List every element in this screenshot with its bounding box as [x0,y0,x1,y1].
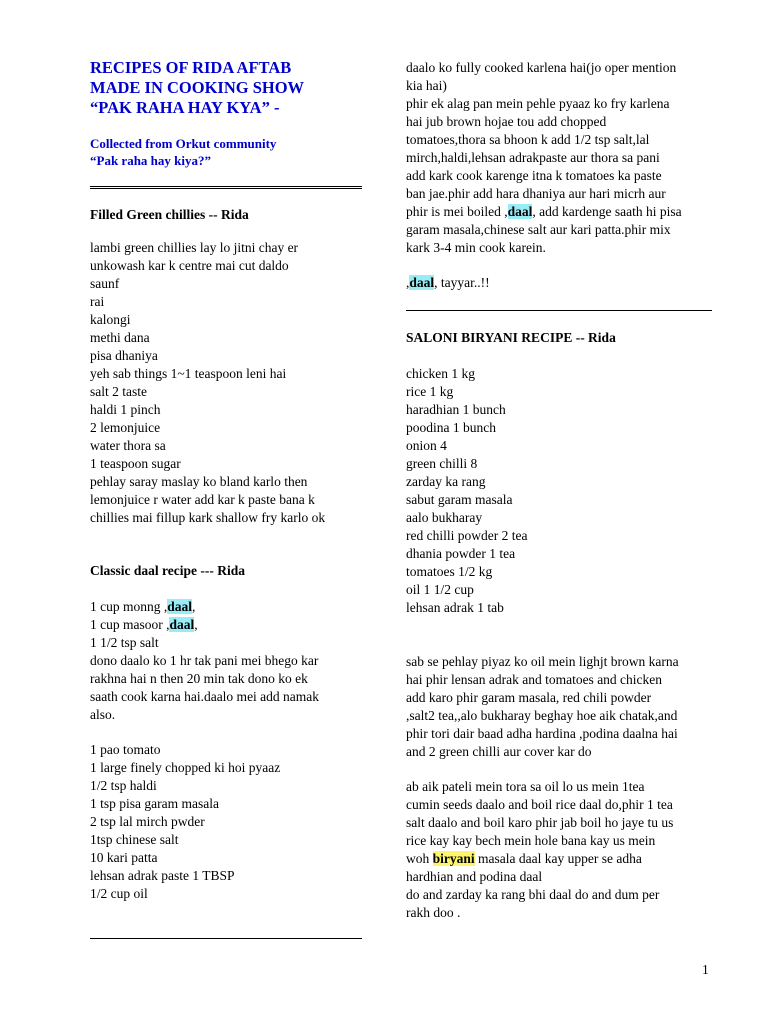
daal-line: 1/2 cup oil [90,886,148,901]
biryani-ingredient: haradhian 1 bunch [406,402,506,417]
filled-chillies-line: chillies mai fillup kark shallow fry karlo ok [90,510,326,525]
biryani-ingredient: tomatoes 1/2 kg [406,564,493,579]
biryani-ingredient: oil 1 1/2 cup [406,582,474,597]
filled-chillies-line: lemonjuice r water add kar k paste bana k [90,492,315,507]
biryani-ingredient: red chilli powder 2 tea [406,528,528,543]
daal-ingredient-line: 1 cup masoor ,daal, [90,617,198,632]
daal-cont-line: phir ek alag pan mein pehle pyaaz ko fry karlena [406,96,670,111]
right-section-divider [406,310,712,311]
daal-highlight: daal [409,275,435,290]
daal-cont-line: daalo ko fully cooked karlena hai(jo oper mention [406,60,677,75]
biryani-ingredient: poodina 1 bunch [406,420,496,435]
daal-cont-line: kia hai) [406,78,447,93]
biryani-step-line: do and zarday ka rang bhi daal do and dum per [406,887,660,902]
filled-chillies-line: 2 lemonjuice [90,420,161,435]
daal-boiled-line: phir is mei boiled ,daal, add kardenge saath hi pisa [406,204,682,219]
filled-chillies-line: water thora sa [90,438,166,453]
daal-line: saath cook karna hai.daalo mei add namak [90,689,320,704]
daal-line: 1 large finely chopped ki hoi pyaaz [90,760,281,775]
daal-cont-line: garam masala,chinese salt aur kari patta.phir mix [406,222,671,237]
daal-cont-line: tomatoes,thora sa bhoon k add 1/2 tsp salt,lal [406,132,650,147]
daal-cont-line: ban jae.phir add hara dhaniya aur hari micrh aur [406,186,666,201]
biryani-ingredient: lehsan adrak 1 tab [406,600,504,615]
biryani-step-line: ,salt2 tea,,alo bukharay beghay hoe aik chatak,and [406,708,678,723]
biryani-heading: SALONI BIRYANI RECIPE -- Rida [406,330,616,345]
filled-chillies-line: lambi green chillies lay lo jitni chay er [90,240,299,255]
biryani-highlight-line: woh biryani masala daal kay upper se adha [406,851,642,866]
daal-ingredient-line: 1 cup monng ,daal, [90,599,196,614]
filled-chillies-line: pehlay saray maslay ko bland karlo then [90,474,308,489]
biryani-ingredient: onion 4 [406,438,447,453]
biryani-step-line: rakh doo . [406,905,461,920]
daal-line: 1tsp chinese salt [90,832,179,847]
biryani-step-line: cumin seeds daalo and boil rice daal do,phir 1 tea [406,797,673,812]
filled-chillies-line: salt 2 taste [90,384,147,399]
filled-chillies-line: haldi 1 pinch [90,402,161,417]
biryani-ingredient: dhania powder 1 tea [406,546,516,561]
filled-chillies-line: kalongi [90,312,131,327]
biryani-step-line: add karo phir garam masala, red chili powder [406,690,652,705]
biryani-step-line: hai phir lensan adrak and tomatoes and chicken [406,672,663,687]
doc-title-line-3: “PAK RAHA HAY KYA” - [90,98,280,117]
header-divider [90,186,362,189]
daal-cont-line: kark 3-4 min cook karein. [406,240,546,255]
daal-cont-line: add kark cook karenge itna k tomatoes ka paste [406,168,662,183]
classic-daal-heading: Classic daal recipe --- Rida [90,563,245,578]
biryani-ingredient: sabut garam masala [406,492,513,507]
filled-chillies-line: rai [90,294,105,309]
filled-chillies-line: methi dana [90,330,150,345]
daal-final-line: ,daal, tayyar..!! [406,275,490,290]
daal-line: 10 kari patta [90,850,158,865]
daal-line: 2 tsp lal mirch pwder [90,814,205,829]
biryani-ingredient: green chilli 8 [406,456,478,471]
daal-line: dono daalo ko 1 hr tak pani mei bhego kar [90,653,319,668]
daal-cont-line: hai jub brown hojae tou add chopped [406,114,607,129]
doc-subtitle-line-1: Collected from Orkut community [90,136,277,151]
biryani-ingredient: zarday ka rang [406,474,486,489]
filled-chillies-line: 1 teaspoon sugar [90,456,181,471]
filled-chillies-line: pisa dhaniya [90,348,158,363]
filled-chillies-line: saunf [90,276,120,291]
biryani-step-line: ab aik pateli mein tora sa oil lo us mein 1tea [406,779,645,794]
daal-line: lehsan adrak paste 1 TBSP [90,868,235,883]
filled-chillies-heading: Filled Green chillies -- Rida [90,207,249,222]
daal-line: 1 tsp pisa garam masala [90,796,219,811]
doc-title-line-2: MADE IN COOKING SHOW [90,78,305,97]
daal-highlight: daal [169,617,195,632]
doc-subtitle-line-2: “Pak raha hay kiya?” [90,153,211,168]
biryani-step-line: rice kay kay bech mein hole bana kay us mein [406,833,656,848]
biryani-step-line: sab se pehlay piyaz ko oil mein lighjt brown karna [406,654,679,669]
left-footer-divider [90,938,362,939]
filled-chillies-line: unkowash kar k centre mai cut daldo [90,258,289,273]
daal-highlight: daal [167,599,193,614]
daal-line: 1/2 tsp haldi [90,778,157,793]
daal-cont-line: mirch,haldi,lehsan adrakpaste aur thora sa pani [406,150,660,165]
daal-line: 1 1/2 tsp salt [90,635,159,650]
biryani-step-line: salt daalo and boil karo phir jab boil ho jaye tu us [406,815,674,830]
doc-title-line-1: RECIPES OF RIDA AFTAB [90,58,292,77]
daal-line: 1 pao tomato [90,742,161,757]
daal-line: also. [90,707,116,722]
biryani-ingredient: aalo bukharay [406,510,483,525]
biryani-highlight: biryani [432,851,475,866]
daal-highlight: daal [507,204,533,219]
biryani-ingredient: rice 1 kg [406,384,454,399]
biryani-ingredient: chicken 1 kg [406,366,475,381]
biryani-step-line: hardhian and podina daal [406,869,543,884]
daal-line: rakhna hai n then 20 min tak dono ko ek [90,671,308,686]
biryani-step-line: phir tori dair baad adha hardina ,podina daalna hai [406,726,678,741]
page-number: 1 [702,962,709,977]
filled-chillies-line: yeh sab things 1~1 teaspoon leni hai [90,366,287,381]
biryani-step-line: and 2 green chilli aur cover kar do [406,744,592,759]
